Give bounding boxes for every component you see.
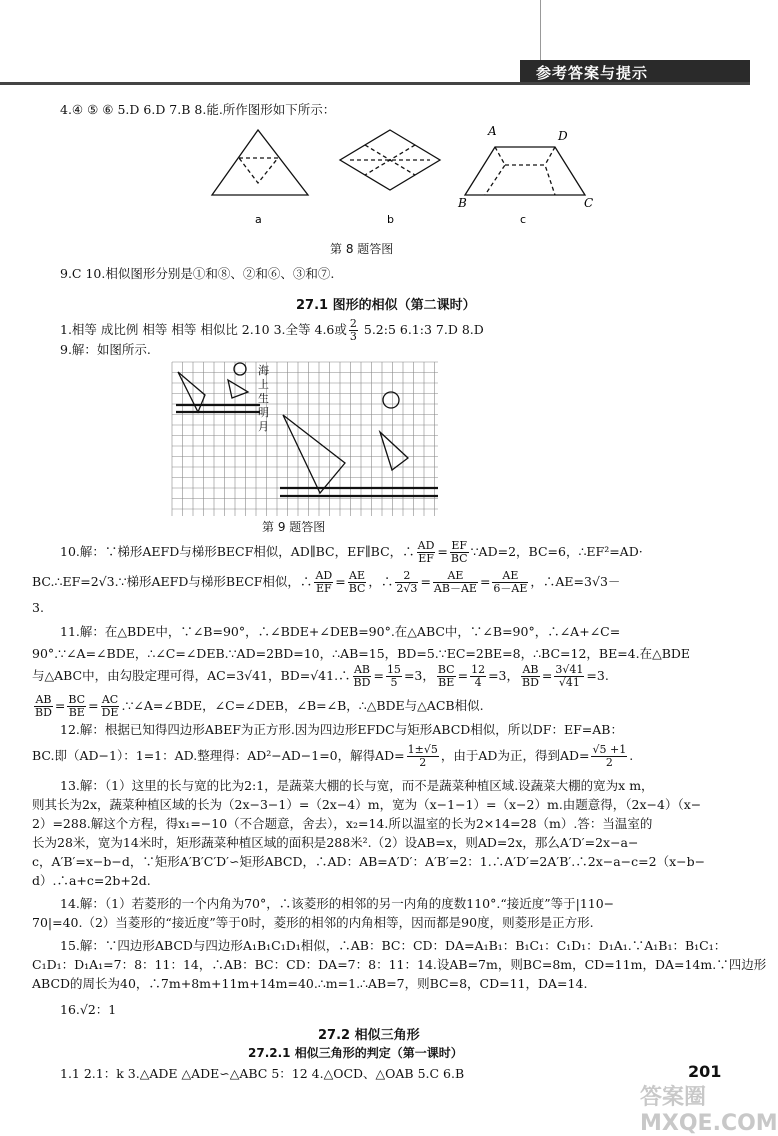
q10-line-2: BC.∴EF=2√3.∵梯形AEFD与梯形BECF相似，∴ $\frac{AD}{EF}$ = $\frac{AE}{BC}$ ，∴ $\frac{2}{2√3}$ = $\frac{AE}{AB-AE}$ = $\frac{AE}{6-AE}$ ，∴AE=3√3－ [32, 569, 621, 595]
header-rule [0, 82, 750, 85]
vertex-A: A [488, 124, 497, 138]
fig8a-triangle [212, 130, 308, 195]
vertex-C: C [584, 196, 594, 210]
q13-line-5: c，A′B′=x−b−d，∵矩形A′B′C′D′∽矩形ABCD，∴AD：AB=A′D′：A′B′=2：1.∴A′D′=2A′B′.∴2x−a−c=2（x−b− [32, 854, 706, 869]
q10-line-3: 3. [32, 600, 44, 615]
grid-char-1: 海 [258, 364, 269, 377]
fig8-caption: 第 8 题答图 [330, 242, 394, 256]
q13-line-1: 13.解：（1）这里的长与宽的比为2:1，是蔬菜大棚的长与宽，而不是蔬菜种植区域.设蔬菜大棚的宽为x m， [60, 778, 654, 793]
grid-char-3: 生 [258, 392, 269, 405]
margin-line [540, 0, 541, 60]
q12-line-2: BC.即（AD−1）：1=1：AD.整理得：AD²−AD−1=0，解得AD= $\frac{1\pm√5}{2}$ ，由于AD为正，得到AD= $\frac{√5 +1}{2}$ . [32, 743, 634, 769]
q12-line-1: 12.解：根据已知得四边形ABEF为正方形.因为四边形EFDC与矩形ABCD相似，所以DF：EF=AB： [60, 722, 623, 737]
q15-line-1: 15.解：∵四边形ABCD与四边形A₁B₁C₁D₁相似，∴AB：BC：CD：DA=A₁B₁：B₁C₁：C₁D₁：D₁A₁.∵A₁B₁：B₁C₁： [60, 938, 727, 953]
grid-char-5: 月 [258, 420, 269, 433]
fig8-label-a: a [255, 213, 262, 226]
fig8-label-c: c [520, 213, 527, 226]
header-title: 参考答案与提示 [536, 64, 649, 82]
figure-9-grid [170, 360, 440, 518]
section-27-1-title: 27.1 图形的相似（第二课时） [296, 298, 476, 313]
q13-line-6: d）.∴a+c=2b+2d. [32, 873, 151, 888]
large-triangle-1 [283, 415, 345, 493]
fig9-caption: 第 9 题答图 [262, 520, 326, 534]
q14-line-1: 14.解：（1）若菱形的一个内角为70°，∴该菱形的相邻的另一内角的度数110°.“接近度”等于|110− [60, 896, 615, 911]
section-27-2-title: 27.2 相似三角形 [318, 1028, 420, 1043]
section-27-2-1-title: 27.2.1 相似三角形的判定（第一课时） [248, 1046, 463, 1060]
large-circle [383, 392, 399, 408]
large-triangle-2 [380, 432, 408, 470]
fig8c-trapezoid [465, 147, 585, 195]
q11-line-1: 11.解：在△BDE中，∵∠B=90°，∴∠BDE+∠DEB=90°.在△ABC中，∵∠B=90°，∴∠A+∠C= [60, 624, 621, 639]
q16-line: 16.√2：1 [60, 1002, 117, 1017]
q13-line-4: 长为28米，宽为14米时，矩形蔬菜种植区域的面积是288米².（2）设AB=x，则AD=2x，那么A′D′=2x−a− [32, 835, 639, 850]
watermark: 答案圈 MXQE.COM [640, 1085, 778, 1136]
figure-8 [200, 125, 620, 240]
q11-line-4: $\frac{AB}{BD}$ = $\frac{BC}{BE}$ = $\frac{AC}{DE}$ .∵∠A=∠BDE，∠C=∠DEB，∠B=∠B，∴△BDE与△ACB相似. [35, 693, 484, 719]
answer-line-9-10: 9.C 10.相似图形分别是①和⑧、②和⑥、③和⑦. [60, 266, 335, 281]
vertex-D: D [558, 129, 568, 143]
q15-line-2: C₁D₁：D₁A₁=7：8：11：14，∴AB：BC：CD：DA=7：8：11：14.设AB=7m，则BC=8m，CD=11m，DA=14m.∵四边形 [32, 957, 767, 972]
page-number: 201 [688, 1062, 722, 1081]
q11-line-2: 90°.∵∠A=∠BDE，∴∠C=∠DEB.∵AD=2BD=10，∴AB=15，BD=5.∵EC=2BE=8，∴BC=12，BE=4.在△BDE [32, 646, 691, 661]
fig8-label-b: b [387, 213, 394, 226]
answer-line-27-1: 1.相等 成比例 相等 相等 相似比 2.10 3.全等 4.6或 $\frac{2}{3}$ 5.2:5 6.1:3 7.D 8.D [60, 317, 484, 343]
fraction-2-3: $\frac{2}{3}$ [349, 317, 357, 343]
answer-line-27-2-1: 1.1 2.1：k 3.△ADE △ADE∽△ABC 5：12 4.△OCD、△OAB 5.C 6.B [60, 1066, 465, 1081]
vertex-B: B [458, 196, 467, 210]
q14-line-2: 70|=40.（2）当菱形的“接近度”等于0时，菱形的相邻的内角相等，因而都是90度，则菱形是正方形. [32, 915, 594, 930]
grid-char-4: 明 [258, 406, 269, 419]
q11-line-3: 与△ABC中，由勾股定理可得，AC=3√41，BD=√41.∴ $\frac{AB}{BD}$ = $\frac{15}{5}$ =3， $\frac{BC}{BE}$ = $\frac{12}{4}$ =3， $\frac{AB}{BD}$ = $\frac{3√41}{√41}$ =3. [32, 663, 609, 689]
fig8a-inner [239, 158, 278, 183]
grid-char-2: 上 [258, 378, 269, 391]
small-circle [234, 363, 246, 375]
q15-line-3: ABCD的周长为40，∴7m+8m+11m+14m=40.∴m=1.∴AB=7，则BC=8，CD=11，DA=14. [32, 976, 588, 991]
q13-line-3: 2）=288.解这个方程，得x₁=−10（不合题意，舍去），x₂=14.所以温室的长为2×14=28（m）.答：当温室的 [32, 816, 653, 831]
q13-line-2: 则其长为2x，蔬菜种植区域的长为（2x−3−1）=（2x−4）m，宽为（x−1−1）=（x−2）m.由题意得，（2x−4）（x− [32, 797, 702, 812]
q9-line: 9.解：如图所示. [60, 342, 151, 357]
answer-line-4-8: 4.④ ⑤ ⑥ 5.D 6.D 7.B 8.能.所作图形如下所示： [60, 102, 336, 117]
q10-line-1: 10.解：∵梯形AEFD与梯形BECF相似，AD∥BC，EF∥BC，∴ $\frac{AD}{EF}$ = $\frac{EF}{BC}$ ∵AD=2，BC=6，∴EF²=AD· [60, 539, 643, 565]
